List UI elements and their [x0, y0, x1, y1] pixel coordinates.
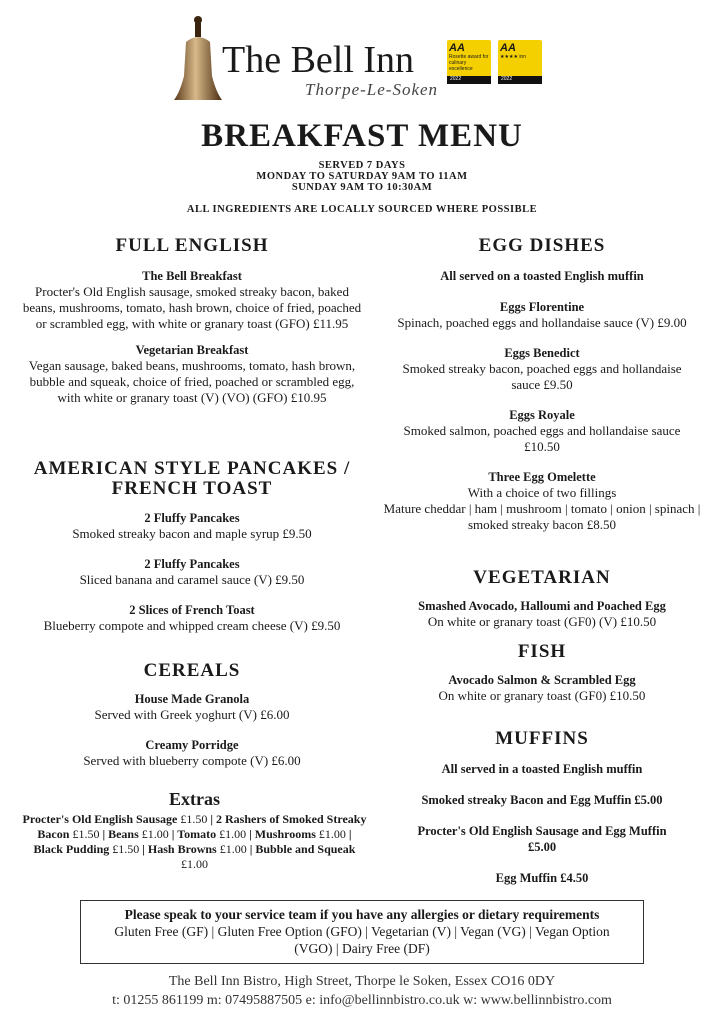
item-name: House Made Granola — [134, 692, 250, 706]
section-heading: MUFFINS — [495, 728, 589, 749]
item-desc: Smoked streaky bacon, poached eggs and hollandaise sauce £9.50 — [402, 361, 682, 392]
item-name: Avocado Salmon & Scrambled Egg — [448, 673, 636, 687]
item-name: Egg Muffin £4.50 — [495, 871, 589, 885]
item-desc: Spinach, poached eggs and hollandaise sauce (V) £9.00 — [397, 315, 687, 330]
item-name: 2 Slices of French Toast — [129, 603, 255, 617]
item-desc: On white or granary toast (GF0) £10.50 — [438, 688, 646, 703]
extra-item-price: £1.00 — [219, 827, 247, 841]
footer-contact: t: 01255 861199 m: 07495887505 e: info@bellinnbistro.co.uk w: www.bellinnbistro.com — [112, 993, 612, 1008]
section-heading: Extras — [169, 789, 220, 809]
section-heading: FISH — [517, 641, 567, 662]
extra-item-name: Tomato — [177, 827, 217, 841]
extra-item-price: £1.00 — [219, 842, 247, 856]
served-line: SERVED 7 DAYS — [318, 160, 406, 171]
extra-item-price: £1.00 — [318, 827, 346, 841]
extra-item-price: £1.00 — [141, 827, 169, 841]
item-desc: Served with blueberry compote (V) £6.00 — [83, 753, 301, 768]
logo-title: The Bell Inn — [222, 39, 415, 81]
fish-section — [382, 642, 702, 704]
served-line: MONDAY TO SATURDAY 9AM TO 11AM — [256, 171, 468, 182]
item-desc: Sliced banana and caramel sauce (V) £9.50 — [79, 572, 305, 587]
full-english-section — [18, 236, 366, 406]
section-heading: AMERICAN STYLE PANCAKES / FRENCH TOAST — [33, 458, 351, 499]
extras-list: Procter's Old English Sausage £1.50 | 2 Rashers of Smoked Streaky Bacon £1.50 | Beans £1.00 | Tomato £1.00 | Mushrooms £1.00 | Black Pudding £1.50 | Hash Browns £1.00 | Bubble and Squeak £1.00 — [22, 812, 367, 871]
page-title: BREAKFAST MENU — [201, 118, 523, 154]
extras-section — [22, 789, 367, 872]
extra-item-name: Beans — [108, 827, 139, 841]
allergy-box — [80, 900, 644, 964]
item-name: Vegetarian Breakfast — [135, 343, 249, 357]
muffins-section — [382, 729, 702, 886]
item-name: Creamy Porridge — [145, 738, 239, 752]
served-line: SUNDAY 9AM TO 10:30AM — [291, 182, 433, 193]
allergy-title: Please speak to your service team if you have any allergies or dietary requirements — [124, 907, 600, 922]
logo-subtitle: Thorpe-Le-Soken — [305, 80, 439, 99]
serving-hours — [0, 160, 724, 193]
item-name: Eggs Royale — [509, 408, 575, 422]
extra-item-price: £1.50 — [112, 842, 140, 856]
section-note: All served on a toasted English muffin — [440, 269, 644, 283]
extra-item-name: Hash Browns — [147, 842, 217, 856]
footer-address: The Bell Inn Bistro, High Street, Thorpe le Soken, Essex CO16 0DY — [168, 974, 556, 989]
item-desc: On white or granary toast (GF0) (V) £10.50 — [427, 614, 657, 629]
item-name: 2 Fluffy Pancakes — [144, 511, 240, 525]
section-note: All served in a toasted English muffin — [441, 762, 643, 776]
item-name: Smashed Avocado, Halloumi and Poached Egg — [418, 599, 666, 613]
item-desc: Mature cheddar | ham | mushroom | tomato | onion | spinach | smoked streaky bacon £8.50 — [383, 501, 701, 532]
item-desc: Procter's Old English sausage, smoked streaky bacon, baked beans, mushrooms, tomato, hash brown, choice of fried, poached or scrambled egg, with white or granary toast (GFO) £11.95 — [22, 284, 362, 331]
egg-dishes-section — [382, 236, 702, 533]
item-name: Three Egg Omelette — [488, 470, 596, 484]
extra-item-price: £1.50 — [180, 812, 208, 826]
allergy-codes: Gluten Free (GF) | Gluten Free Option (GFO) | Vegetarian (V) | Vegan (VG) | Vegan Option (VGO) | Dairy Free (DF) — [114, 924, 610, 956]
aa-rosette-badge: AA Rosette award for culinary excellence 2022 — [447, 40, 491, 84]
item-name: The Bell Breakfast — [142, 269, 242, 283]
vegetarian-section — [382, 568, 702, 630]
extra-item-name: Mushrooms — [254, 827, 316, 841]
item-name: Eggs Benedict — [504, 346, 580, 360]
section-heading: EGG DISHES — [478, 235, 606, 256]
item-name: 2 Fluffy Pancakes — [144, 557, 240, 571]
section-heading: FULL ENGLISH — [115, 235, 269, 256]
extra-item-name: Procter's Old English Sausage — [22, 812, 178, 826]
local-note: ALL INGREDIENTS ARE LOCALLY SOURCED WHERE POSSIBLE — [186, 204, 538, 215]
item-name: Procter's Old English Sausage and Egg Muffin £5.00 — [417, 824, 667, 854]
item-name: Eggs Florentine — [499, 300, 585, 314]
pancakes-section — [18, 459, 366, 634]
extra-item-name: Bubble and Squeak — [255, 842, 356, 856]
item-desc: Vegan sausage, baked beans, mushrooms, tomato, hash brown, bubble and squeak, choice of fried, poached or scrambled egg, with white or granary toast (V) (VO) (GFO) £10.95 — [28, 358, 356, 405]
footer — [0, 972, 724, 1010]
extra-item-name: 2 Rashers of Smoked Streaky Bacon — [37, 812, 367, 841]
extra-item-name: Black Pudding — [33, 842, 110, 856]
item-desc: Smoked streaky bacon and maple syrup £9.50 — [72, 526, 312, 541]
item-desc: Smoked salmon, poached eggs and hollandaise sauce £10.50 — [403, 423, 681, 454]
section-heading: VEGETARIAN — [473, 567, 611, 588]
bell-logo-icon — [172, 14, 224, 106]
item-desc: Served with Greek yoghurt (V) £6.00 — [94, 707, 290, 722]
item-desc: Blueberry compote and whipped cream cheese (V) £9.50 — [43, 618, 341, 633]
aa-stars-badge: AA ★★★★ inn 2022 — [498, 40, 542, 84]
item-desc: With a choice of two fillings — [467, 485, 617, 500]
extra-item-price: £1.00 — [181, 857, 208, 871]
cereals-section — [18, 661, 366, 769]
section-heading: CEREALS — [143, 660, 241, 681]
item-name: Smoked streaky Bacon and Egg Muffin £5.00 — [421, 793, 663, 807]
extra-item-price: £1.50 — [72, 827, 100, 841]
